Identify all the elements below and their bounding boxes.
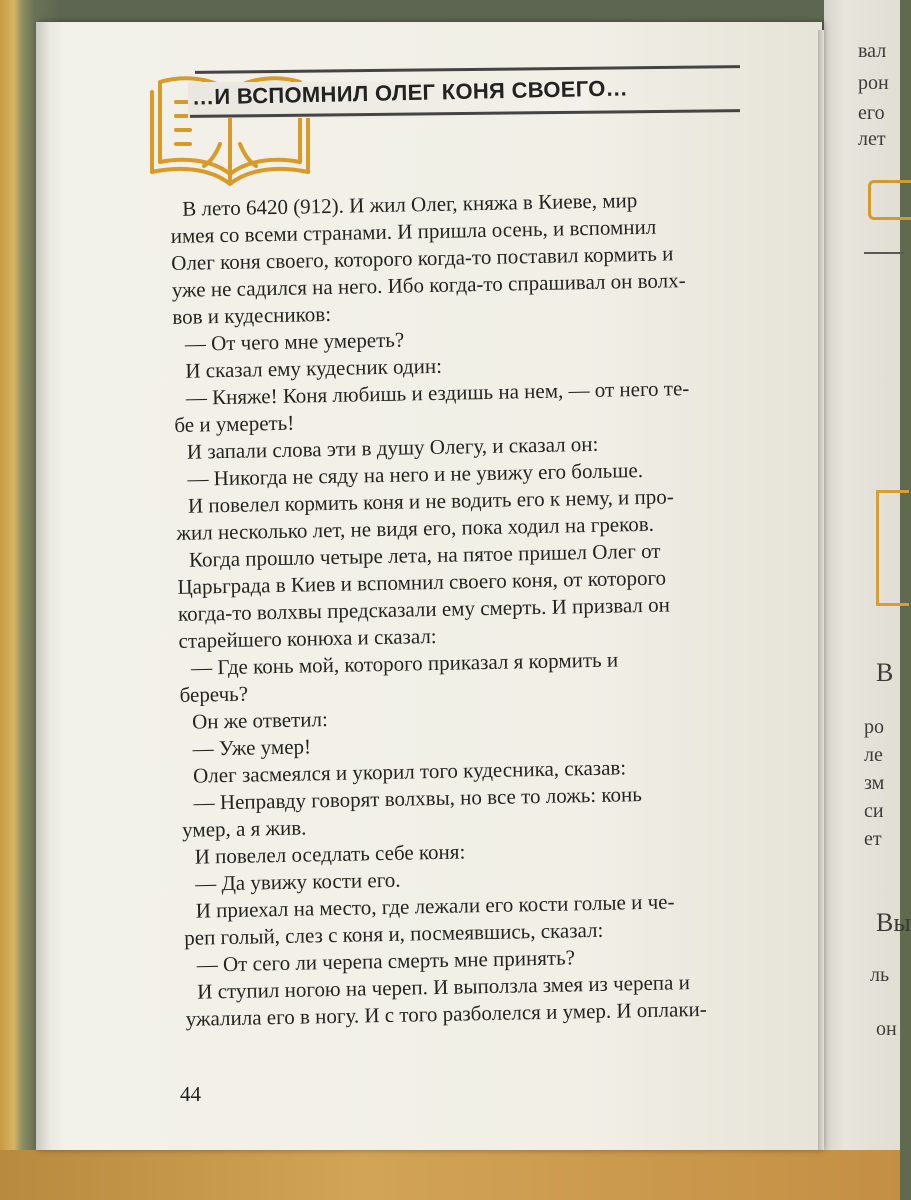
text-line: — Уже умер! bbox=[192, 734, 312, 761]
ornament-icon bbox=[868, 180, 911, 220]
text-line: И повелел оседлать себе коня: bbox=[194, 839, 466, 869]
right-page-fragment: ль bbox=[870, 964, 890, 986]
right-page-fragment: зм bbox=[864, 772, 885, 794]
text-line: уже не садился на него. Ибо когда-то спрашивал он волх- bbox=[171, 268, 686, 302]
text-line: когда-то волхвы предсказали ему смерть. И призвал он bbox=[177, 592, 671, 626]
chronicle-text bbox=[170, 184, 806, 1033]
text-line: старейшего конюха и сказал: bbox=[178, 623, 437, 653]
text-line: вов и кудесников: bbox=[172, 301, 332, 329]
text-line: В лето 6420 (912). И жил Олег, княжа в Киеве, мир bbox=[182, 188, 638, 221]
table-edge bbox=[0, 1150, 900, 1200]
right-page-fragment: лет bbox=[858, 128, 886, 150]
text-line: бе и умереть! bbox=[174, 410, 295, 437]
right-page-fragment: ет bbox=[864, 828, 882, 850]
right-page-fragment: ле bbox=[864, 744, 883, 766]
text-line: Он же ответил: bbox=[191, 707, 329, 734]
text-line: реп голый, слез с коня и, посмеявшись, сказал: bbox=[184, 917, 604, 950]
text-line: жил несколько лет, не видя его, пока ходил на греков. bbox=[176, 511, 655, 545]
text-line: — Где конь мой, которого приказал я кормить и bbox=[190, 647, 619, 680]
text-line: И запали слова эти в душу Олегу, и сказал он: bbox=[186, 431, 599, 464]
right-page-fragment: он bbox=[876, 1018, 897, 1040]
right-page-fragment: В bbox=[876, 658, 894, 687]
text-line: — От чего мне умереть? bbox=[184, 327, 405, 356]
text-line: ужалила его в ногу. И с того разболелся и умер. И оплаки- bbox=[185, 996, 707, 1031]
text-line: умер, а я жив. bbox=[181, 815, 307, 842]
text-line: Олег засмеялся и укорил того кудесника, сказав: bbox=[192, 755, 627, 788]
right-page bbox=[824, 0, 911, 1150]
text-line: И сказал ему кудесник один: bbox=[185, 353, 443, 383]
divider-rule bbox=[864, 252, 904, 254]
text-line: — Неправду говорят волхвы, но все то ложь: конь bbox=[193, 782, 643, 815]
chapter-title: …И ВСПОМНИЛ ОЛЕГ КОНЯ СВОЕГО… bbox=[191, 75, 629, 110]
text-line: И ступил ногою на череп. И выползла змея из черепа и bbox=[197, 970, 691, 1004]
right-page-fragment: си bbox=[864, 800, 884, 822]
text-line: — Никогда не сяду на него и не увижу его больше. bbox=[187, 457, 644, 491]
ornament-frame-icon bbox=[876, 490, 909, 606]
text-line: — От сего ли черепа смерть мне принять? bbox=[196, 945, 576, 977]
text-line: Олег коня своего, которого когда-то поставил кормить и bbox=[171, 241, 674, 275]
text-line: — Княже! Коня любишь и ездишь на нем, — от него те- bbox=[185, 376, 690, 410]
text-line: И повелел кормить коня и не водить его к нему, и про- bbox=[187, 484, 674, 518]
text-line: имея со всеми странами. И пришла осень, и вспомнил bbox=[170, 214, 657, 248]
text-line: беречь? bbox=[179, 681, 249, 707]
right-page-fragment: ро bbox=[864, 716, 884, 738]
text-line: — Да увижу кости его. bbox=[194, 867, 401, 896]
text-line: И приехал на место, где лежали его кости голые и че- bbox=[195, 889, 675, 923]
right-page-fragment: его bbox=[858, 102, 885, 124]
page-edge bbox=[818, 30, 824, 1150]
text-line: Когда прошло четыре лета, на пятое пришел Олег от bbox=[188, 538, 661, 572]
text-line: Царьграда в Киев и вспомнил своего коня, от которого bbox=[177, 565, 667, 599]
right-page-fragment: вал bbox=[858, 40, 887, 62]
right-page-fragment: Вы bbox=[876, 908, 911, 937]
right-page-fragment: рон bbox=[858, 72, 889, 94]
page-number: 44 bbox=[180, 1082, 201, 1106]
